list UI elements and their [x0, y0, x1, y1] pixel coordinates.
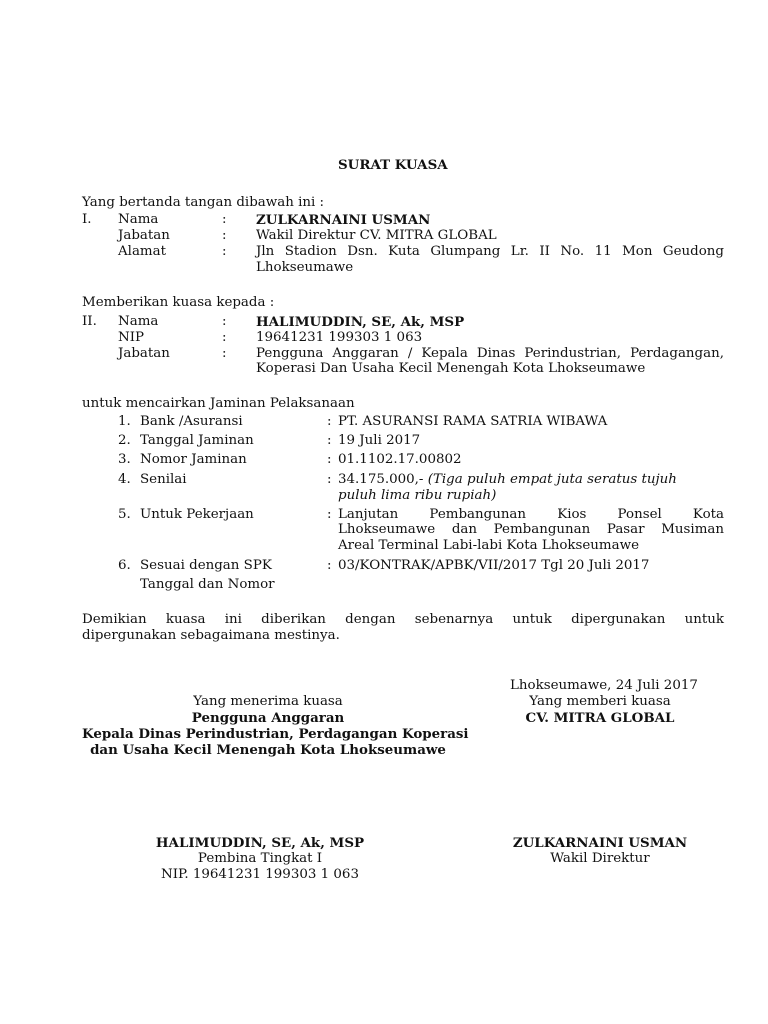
grant-text: Memberikan kuasa kepada :	[82, 295, 275, 310]
closing-text-line2: dipergunakan sebagaimana mestinya.	[82, 628, 340, 643]
colon: :	[222, 346, 227, 361]
receiver-position-value: Pengguna Anggaran / Kepala Dinas Perindustrian, Perdagangan,	[256, 346, 724, 361]
colon: :	[222, 330, 227, 345]
receiver-org-line2: dan Usaha Kecil Menengah Kota Lhokseumawe	[90, 742, 446, 758]
receiver-name-value: HALIMUDDIN, SE, Ak, MSP	[256, 314, 465, 330]
amount-figure: 34.175.000,-	[338, 472, 424, 487]
colon: :	[327, 558, 332, 573]
receiver-position-value-line2: Koperasi Dan Usaha Kecil Menengah Kota Lhokseumawe	[256, 361, 646, 376]
giver-org: CV. MITRA GLOBAL	[525, 710, 675, 726]
item-label: Senilai	[140, 472, 187, 487]
receiver-signature-name: HALIMUDDIN, SE, Ak, MSP	[155, 835, 365, 851]
field-label-nip: NIP	[118, 330, 145, 345]
item-number: 6.	[118, 558, 131, 573]
giver-address-value-line2: Lhokseumawe	[256, 260, 354, 275]
colon: :	[222, 212, 227, 227]
item-label: Bank /Asuransi	[140, 414, 243, 429]
colon: :	[327, 452, 332, 467]
giver-position: Wakil Direktur	[550, 851, 650, 866]
item-value-line2: Lhokseumawe dan Pembangunan Pasar Musiman	[338, 522, 724, 537]
roman-numeral-2: II.	[82, 314, 97, 329]
item-value: Lanjutan Pembangunan Kios Ponsel Kota	[338, 507, 724, 522]
receiver-role: Pengguna Anggaran	[191, 710, 345, 726]
colon: :	[222, 228, 227, 243]
giver-signature-name: ZULKARNAINI USMAN	[512, 835, 688, 851]
item-label-line2: Tanggal dan Nomor	[140, 577, 275, 592]
purpose-text: untuk mencairkan Jaminan Pelaksanaan	[82, 396, 355, 411]
roman-numeral-1: I.	[82, 212, 92, 227]
item-number: 5.	[118, 507, 131, 522]
item-label: Sesuai dengan SPK	[140, 558, 272, 573]
colon: :	[222, 314, 227, 329]
item-number: 3.	[118, 452, 131, 467]
item-label: Untuk Pekerjaan	[140, 507, 254, 522]
giver-caption: Yang memberi kuasa	[529, 694, 671, 709]
place-date: Lhokseumawe, 24 Juli 2017	[510, 678, 698, 693]
intro-text: Yang bertanda tangan dibawah ini :	[82, 195, 325, 210]
item-value-amount	[338, 472, 677, 488]
item-number: 2.	[118, 433, 131, 448]
item-label: Nomor Jaminan	[140, 452, 247, 467]
field-label-jabatan: Jabatan	[118, 228, 170, 243]
colon: :	[222, 244, 227, 259]
receiver-nip: NIP. 19641231 199303 1 063	[161, 867, 359, 882]
receiver-rank: Pembina Tingkat I	[197, 851, 323, 866]
item-value: 03/KONTRAK/APBK/VII/2017 Tgl 20 Juli 2017	[338, 558, 650, 573]
field-label-jabatan: Jabatan	[118, 346, 170, 361]
colon: :	[327, 507, 332, 522]
document-title: SURAT KUASA	[338, 157, 448, 173]
field-label-nama: Nama	[118, 212, 159, 227]
item-number: 4.	[118, 472, 131, 487]
colon: :	[327, 433, 332, 448]
item-label: Tanggal Jaminan	[140, 433, 254, 448]
closing-text: Demikian kuasa ini diberikan dengan sebenarnya untuk dipergunakan untuk	[82, 612, 724, 627]
giver-position-value: Wakil Direktur CV. MITRA GLOBAL	[256, 228, 497, 243]
field-label-nama: Nama	[118, 314, 159, 329]
colon: :	[327, 472, 332, 487]
item-value: PT. ASURANSI RAMA SATRIA WIBAWA	[338, 414, 608, 429]
amount-words-line2: puluh lima ribu rupiah)	[338, 488, 497, 503]
item-value-line3: Areal Terminal Labi-labi Kota Lhokseumawe	[338, 538, 640, 553]
giver-address-value: Jln Stadion Dsn. Kuta Glumpang Lr. II No. 11 Mon Geudong	[256, 244, 724, 259]
field-label-alamat: Alamat	[118, 244, 166, 259]
item-value: 19 Juli 2017	[338, 433, 421, 448]
amount-words: (Tiga puluh empat juta seratus tujuh	[427, 472, 677, 487]
receiver-caption: Yang menerima kuasa	[193, 694, 343, 709]
item-value: 01.1102.17.00802	[338, 452, 462, 467]
receiver-nip-value: 19641231 199303 1 063	[256, 330, 423, 345]
colon: :	[327, 414, 332, 429]
receiver-org-line1: Kepala Dinas Perindustrian, Perdagangan Koperasi	[82, 726, 469, 742]
giver-name-value: ZULKARNAINI USMAN	[256, 212, 431, 228]
item-number: 1.	[118, 414, 131, 429]
